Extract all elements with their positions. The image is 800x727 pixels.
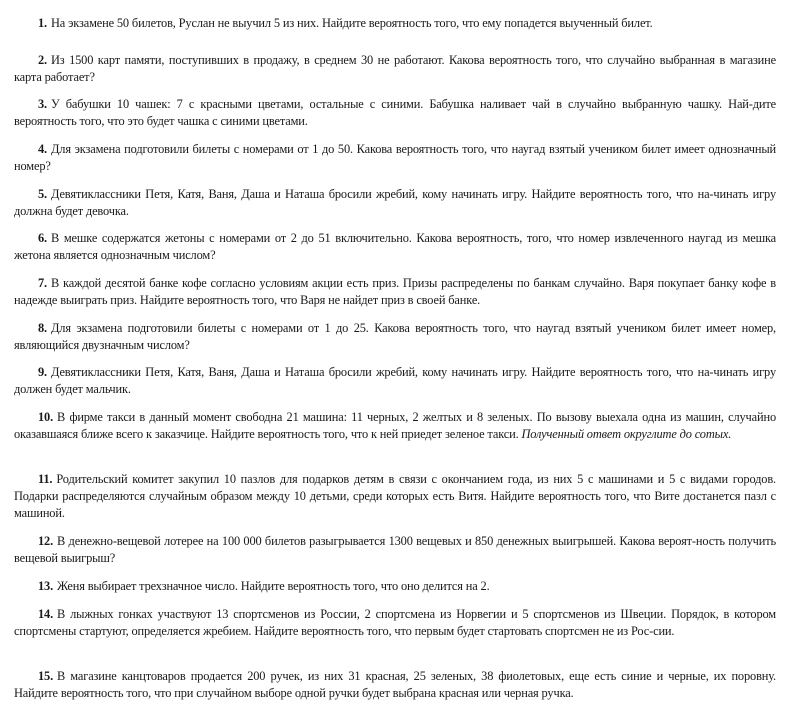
problem-text: Родительский комитет закупил 10 пазлов для подарков детям в связи с окончанием года, из них 5 с машинами и 5 с видами городов. Подарки распределяются случайным образом между 10 детьми, среди которых есть Витя. Найдите вероятность того, что Вите достанется пазл с машиной. [14,472,776,520]
problem-text: Девятиклассники Петя, Катя, Ваня, Даша и Наташа бросили жребий, кому начинать игру. Найдите вероятность того, что на-чинать игру должна будет девочка. [14,187,776,218]
problem-number: 1. [38,16,47,30]
problem-text: Девятиклассники Петя, Катя, Ваня, Даша и Наташа бросили жребий, кому начинать игру. Найдите вероятность того, что на-чинать игру должен будет мальчик. [14,365,776,396]
problem-text: В денежно-вещевой лотерее на 100 000 билетов разыгрывается 1300 вещевых и 850 денежных выигрышей. Какова вероят-ность получить вещевой выигрыш? [14,534,776,565]
problem-text: Для экзамена подготовили билеты с номерами от 1 до 50. Какова вероятность того, что наугад взятый учеником билет имеет однозначный номер? [14,142,776,173]
problem-number: 4. [38,142,47,156]
problem-number: 14. [38,607,54,621]
problem-text: Из 1500 карт памяти, поступивших в продажу, в среднем 30 не работают. Какова вероятность того, что случайно выбранная в магазине карта работает? [14,53,776,84]
problem-9 [14,364,776,398]
problem-text: На экзамене 50 билетов, Руслан не выучил 5 из них. Найдите вероятность того, что ему попадется выученный билет. [51,16,653,30]
problem-number: 2. [38,53,47,67]
problem-1 [14,15,776,32]
problem-7 [14,275,776,309]
problem-12 [14,533,776,567]
problem-number: 5. [38,187,47,201]
problem-10 [14,409,776,443]
problem-number: 11. [38,472,53,486]
problem-number: 9. [38,365,47,379]
problem-15 [14,668,776,702]
problem-4 [14,141,776,175]
problem-5 [14,186,776,220]
problem-2 [14,52,776,86]
problem-note: Полученный ответ округлите до сотых. [521,427,732,441]
problem-number: 13. [38,579,54,593]
problem-text: Женя выбирает трехзначное число. Найдите вероятность того, что оно делится на 2. [57,579,490,593]
problem-number: 12. [38,534,54,548]
problem-text: В магазине канцтоваров продается 200 ручек, из них 31 красная, 25 зеленых, 38 фиолетовых, еще есть синие и черные, их поровну. Найдите вероятность того, что при случайном выборе одной ручки будет выбрана красная или черная ручка. [14,669,776,700]
problem-text: В фирме такси в данный момент свободна 21 машина: 11 черных, 2 желтых и 8 зеленых. По вызову выехала одна из машин, случайно оказавшаяся ближе всего к заказчице. Найдите вероятность того, что к ней приедет зеленое такси. [14,410,776,441]
problem-11 [14,471,776,522]
problem-8 [14,320,776,354]
problem-number: 10. [38,410,54,424]
problem-text: У бабушки 10 чашек: 7 с красными цветами, остальные с синими. Бабушка наливает чай в случайно выбранную чашку. Най-дите вероятность того, что это будет чашка с синими цветами. [14,97,776,128]
problem-text: В мешке содержатся жетоны с номерами от 2 до 51 включительно. Какова вероятность, того, что номер извлеченного наугад из мешка жетона является однозначным числом? [14,231,776,262]
problem-text: В лыжных гонках участвуют 13 спортсменов из России, 2 спортсмена из Норвегии и 5 спортсменов из Швеции. Порядок, в котором спортсмены стартуют, определяется жребием. Найдите вероятность того, что первым будет стартовать спортсмен не из Рос-сии. [14,607,776,638]
problem-number: 15. [38,669,54,683]
problem-13 [14,578,776,595]
problem-text: Для экзамена подготовили билеты с номерами от 1 до 25. Какова вероятность того, что наугад взятый учеником билет имеет номер, являющийся двузначным числом? [14,321,776,352]
problem-3 [14,96,776,130]
problem-6 [14,230,776,264]
problem-text: В каждой десятой банке кофе согласно условиям акции есть приз. Призы распределены по банкам случайно. Варя покупает банку кофе в надежде выиграть приз. Найдите вероятность того, что Варя не найдет приз в своей банке. [14,276,776,307]
problem-number: 6. [38,231,47,245]
problem-number: 8. [38,321,47,335]
problem-number: 7. [38,276,47,290]
problem-14 [14,606,776,640]
problem-number: 3. [38,97,47,111]
